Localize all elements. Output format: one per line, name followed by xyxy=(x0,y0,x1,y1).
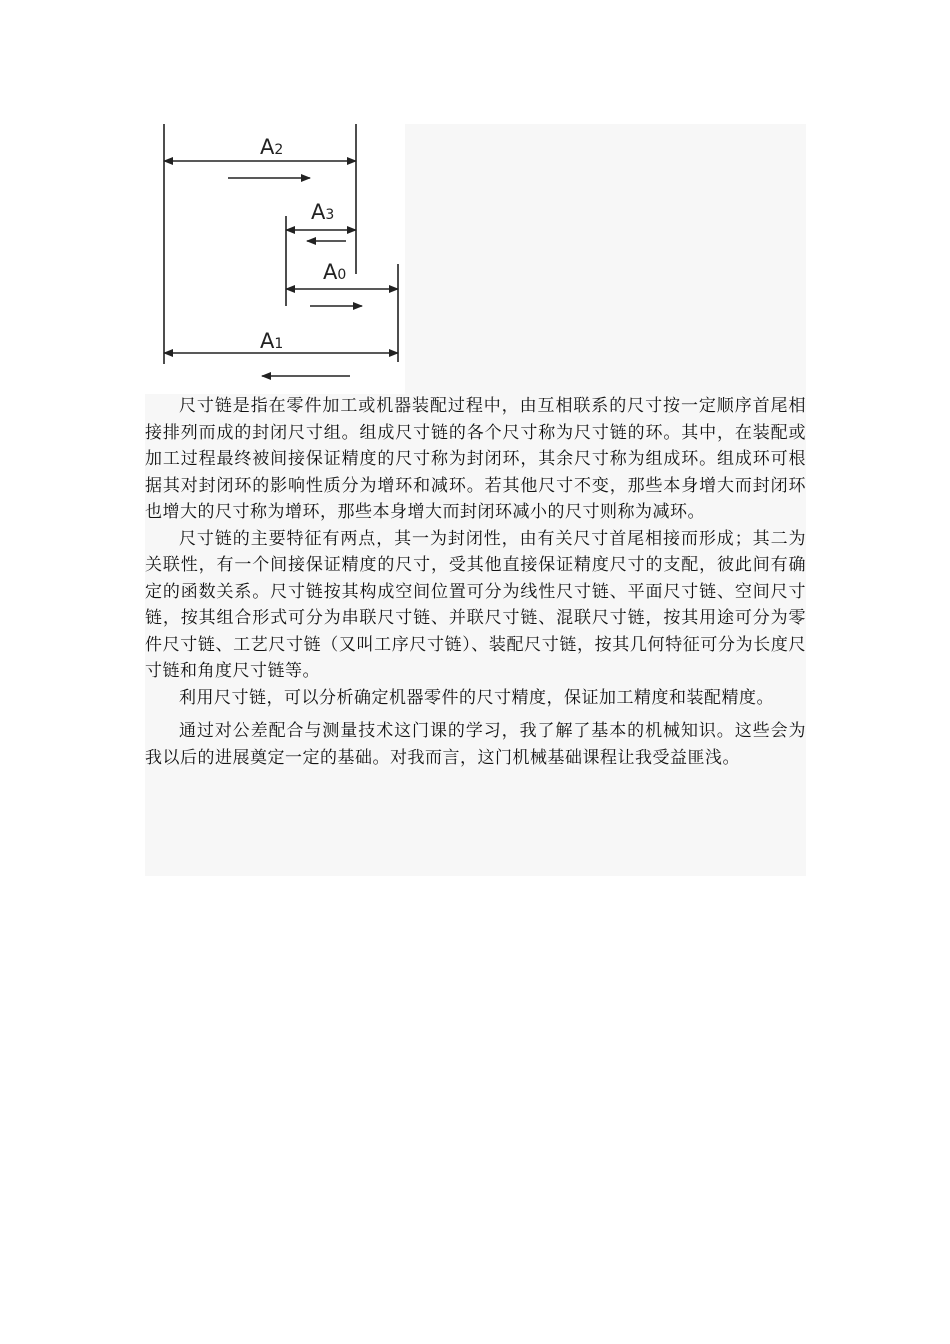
dimension-chain-diagram xyxy=(145,124,405,394)
body-text xyxy=(145,393,806,771)
label-a1: A1 xyxy=(260,329,284,353)
label-a3: A3 xyxy=(311,200,335,224)
paragraph-features: 尺寸链的主要特征有两点，其一为封闭性，由有关尺寸首尾相接而形成；其二为关联性，有一个间接保证精度的尺寸，受其他直接保证精度尺寸的支配，彼此间有确定的函数关系。尺寸链按其构成空间位置可分为线性尺寸链、平面尺寸链、空间尺寸链，按其组合形式可分为串联尺寸链、并联尺寸链、混联尺寸链，按其用途可分为零件尺寸链、工艺尺寸链（又叫工序尺寸链）、装配尺寸链，按其几何特征可分为长度尺寸链和角度尺寸链等。 xyxy=(145,528,806,681)
paragraph-usage: 利用尺寸链，可以分析确定机器零件的尺寸精度，保证加工精度和装配精度。 xyxy=(179,687,774,708)
paragraph-definition: 尺寸链是指在零件加工或机器装配过程中，由互相联系的尺寸按一定顺序首尾相接排列而成的封闭尺寸组。组成尺寸链的各个尺寸称为尺寸链的环。其中，在装配或加工过程最终被间接保证精度的尺寸称为封闭环，其余尺寸称为组成环。组成环可根据其对封闭环的影响性质分为增环和减环。若其他尺寸不变，那些本身增大而封闭环也增大的尺寸称为增环，那些本身增大而封闭环减小的尺寸则称为减环。 xyxy=(145,396,806,522)
label-a2: A2 xyxy=(260,135,284,159)
paragraph-conclusion: 通过对公差配合与测量技术这门课的学习，我了解了基本的机械知识。这些会为我以后的进展奠定一定的基础。对我而言，这门机械基础课程让我受益匪浅。 xyxy=(145,721,806,768)
label-a0: A0 xyxy=(323,260,347,284)
